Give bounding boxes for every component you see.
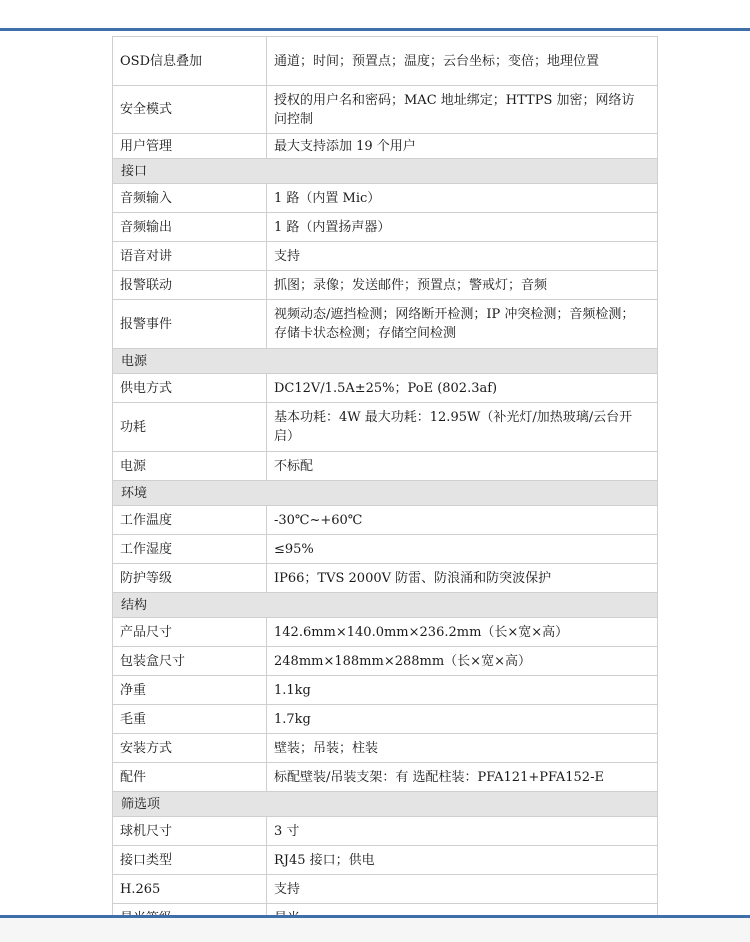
spec-row — [113, 37, 658, 86]
spec-row — [113, 403, 658, 452]
spec-value: -30℃~+60℃ — [267, 506, 658, 535]
spec-value: DC12V/1.5A±25%；PoE (802.3af) — [267, 374, 658, 403]
spec-value: 壁装；吊装；柱装 — [267, 734, 658, 763]
spec-value: 3 寸 — [267, 817, 658, 846]
spec-label: 安装方式 — [113, 734, 267, 763]
spec-value: 支持 — [267, 875, 658, 904]
spec-label: H.265 — [113, 875, 267, 904]
spec-row — [113, 817, 658, 846]
spec-table — [112, 36, 658, 933]
spec-value: 142.6mm×140.0mm×236.2mm（长×宽×高） — [267, 618, 658, 647]
spec-value: 不标配 — [267, 452, 658, 481]
spec-label: 安全模式 — [113, 86, 267, 134]
spec-label: 音频输入 — [113, 184, 267, 213]
top-divider — [0, 28, 750, 31]
spec-label: 接口类型 — [113, 846, 267, 875]
spec-row — [113, 134, 658, 159]
spec-row — [113, 242, 658, 271]
section-header-row — [113, 349, 658, 374]
spec-label: 电源 — [113, 452, 267, 481]
spec-row — [113, 535, 658, 564]
spec-row — [113, 705, 658, 734]
spec-label: 工作湿度 — [113, 535, 267, 564]
spec-row — [113, 846, 658, 875]
spec-row — [113, 564, 658, 593]
spec-label: 工作温度 — [113, 506, 267, 535]
spec-table-body — [113, 37, 658, 933]
spec-row — [113, 213, 658, 242]
spec-label: OSD信息叠加 — [113, 37, 267, 86]
spec-row — [113, 763, 658, 792]
spec-row — [113, 875, 658, 904]
spec-value: 通道；时间；预置点；温度；云台坐标；变倍；地理位置 — [267, 37, 658, 86]
spec-value: 支持 — [267, 242, 658, 271]
spec-label: 功耗 — [113, 403, 267, 452]
spec-label: 用户管理 — [113, 134, 267, 159]
spec-value: ≤95% — [267, 535, 658, 564]
spec-row — [113, 300, 658, 349]
section-title: 结构 — [113, 593, 658, 618]
spec-value: 视频动态/遮挡检测；网络断开检测；IP 冲突检测；音频检测；存储卡状态检测；存储空间检测 — [267, 300, 658, 349]
spec-value: 抓图；录像；发送邮件；预置点；警戒灯；音频 — [267, 271, 658, 300]
spec-label: 音频输出 — [113, 213, 267, 242]
spec-value: 基本功耗：4W 最大功耗：12.95W（补光灯/加热玻璃/云台开启） — [267, 403, 658, 452]
spec-row — [113, 506, 658, 535]
spec-label: 配件 — [113, 763, 267, 792]
spec-label: 供电方式 — [113, 374, 267, 403]
spec-label: 包装盒尺寸 — [113, 647, 267, 676]
section-header-row — [113, 593, 658, 618]
spec-value: 1 路（内置扬声器） — [267, 213, 658, 242]
spec-row — [113, 734, 658, 763]
section-title: 环境 — [113, 481, 658, 506]
spec-row — [113, 647, 658, 676]
spec-label: 毛重 — [113, 705, 267, 734]
spec-label: 报警联动 — [113, 271, 267, 300]
footer-band — [0, 918, 750, 942]
spec-label: 产品尺寸 — [113, 618, 267, 647]
section-title: 筛选项 — [113, 792, 658, 817]
spec-value: 授权的用户名和密码；MAC 地址绑定；HTTPS 加密；网络访问控制 — [267, 86, 658, 134]
spec-row — [113, 184, 658, 213]
spec-value: 1.1kg — [267, 676, 658, 705]
section-header-row — [113, 159, 658, 184]
spec-label: 语音对讲 — [113, 242, 267, 271]
spec-value: IP66；TVS 2000V 防雷、防浪涌和防突波保护 — [267, 564, 658, 593]
spec-value: RJ45 接口；供电 — [267, 846, 658, 875]
spec-label: 报警事件 — [113, 300, 267, 349]
spec-value: 1 路（内置 Mic） — [267, 184, 658, 213]
spec-value: 标配壁装/吊装支架：有 选配柱装：PFA121+PFA152-E — [267, 763, 658, 792]
section-title: 电源 — [113, 349, 658, 374]
spec-row — [113, 452, 658, 481]
section-header-row — [113, 792, 658, 817]
section-header-row — [113, 481, 658, 506]
spec-value: 最大支持添加 19 个用户 — [267, 134, 658, 159]
spec-row — [113, 271, 658, 300]
spec-row — [113, 374, 658, 403]
spec-label: 净重 — [113, 676, 267, 705]
section-title: 接口 — [113, 159, 658, 184]
spec-row — [113, 618, 658, 647]
spec-value: 1.7kg — [267, 705, 658, 734]
spec-label: 防护等级 — [113, 564, 267, 593]
spec-row — [113, 86, 658, 134]
spec-label: 球机尺寸 — [113, 817, 267, 846]
spec-row — [113, 676, 658, 705]
spec-value: 248mm×188mm×288mm（长×宽×高） — [267, 647, 658, 676]
